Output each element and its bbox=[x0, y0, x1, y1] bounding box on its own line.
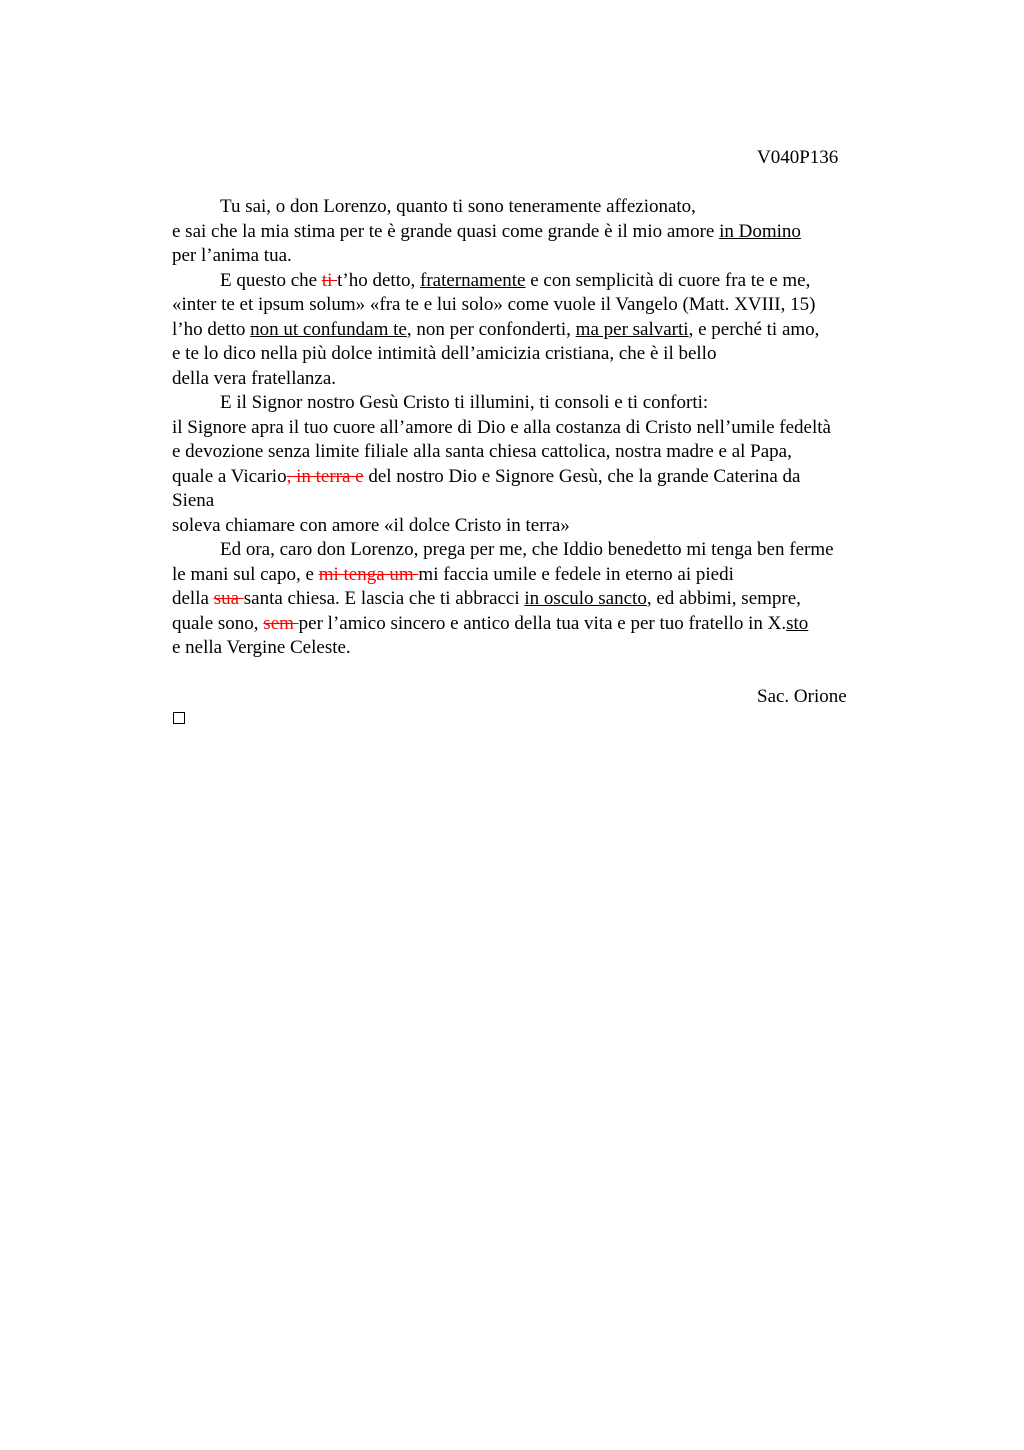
p3-line-5: Siena bbox=[172, 490, 215, 511]
text: e con semplicità di cuore fra te e me, bbox=[525, 270, 811, 291]
underlined-text: fraternamente bbox=[420, 270, 526, 291]
underlined-text: ma per salvarti bbox=[575, 319, 689, 340]
underlined-text: sto bbox=[786, 613, 809, 634]
deleted-text: sua bbox=[213, 588, 244, 609]
underlined-text: non ut confundam te bbox=[250, 319, 407, 340]
text: l’ho detto bbox=[172, 319, 251, 340]
text: mi faccia umile e fedele in eterno ai piedi bbox=[418, 564, 734, 585]
text: , e perché ti amo, bbox=[688, 319, 820, 340]
underlined-text: in Domino bbox=[719, 221, 801, 242]
text: del nostro Dio e Signore Gesù, che la grande Caterina da bbox=[363, 466, 801, 487]
p1-line-1: Tu sai, o don Lorenzo, quanto ti sono teneramente affezionato, bbox=[220, 196, 696, 217]
p3-line-4 bbox=[172, 465, 800, 490]
text: E questo che bbox=[220, 270, 322, 291]
text: per l’amico sincero e antico della tua vita e per tuo fratello in X. bbox=[298, 613, 787, 634]
p3-line-6: soleva chiamare con amore «il dolce Cristo in terra» bbox=[172, 515, 570, 536]
p2-line-2: «inter te et ipsum solum» «fra te e lui solo» come vuole il Vangelo (Matt. XVIII, 15) bbox=[172, 294, 816, 315]
deleted-text: mi tenga um bbox=[318, 564, 419, 585]
text: le mani sul capo, e bbox=[172, 564, 319, 585]
text: , ed abbimi, sempre, bbox=[646, 588, 801, 609]
signature: Sac. Orione bbox=[757, 686, 847, 707]
text: quale a Vicario bbox=[172, 466, 287, 487]
p1-line-2 bbox=[172, 220, 801, 245]
p2-line-5: della vera fratellanza. bbox=[172, 368, 337, 389]
checkbox-square-icon bbox=[173, 712, 185, 724]
text: , non per confonderti, bbox=[406, 319, 576, 340]
p4-line-1: Ed ora, caro don Lorenzo, prega per me, che Iddio benedetto mi tenga ben ferme bbox=[220, 539, 834, 560]
deleted-text: sem bbox=[263, 613, 299, 634]
p1-line-3: per l’anima tua. bbox=[172, 245, 292, 266]
p4-line-3 bbox=[172, 587, 801, 612]
p2-line-4: e te lo dico nella più dolce intimità dell’amicizia cristiana, che è il bello bbox=[172, 343, 717, 364]
p4-line-4 bbox=[172, 612, 808, 637]
text: santa chiesa. E lascia che ti abbracci bbox=[243, 588, 525, 609]
underlined-text: in osculo sancto bbox=[524, 588, 647, 609]
p3-line-1: E il Signor nostro Gesù Cristo ti illumini, ti consoli e ti conforti: bbox=[220, 392, 709, 413]
text: della bbox=[172, 588, 214, 609]
deleted-text: ti bbox=[321, 270, 338, 291]
p2-line-1 bbox=[220, 269, 810, 294]
deleted-text: , in terra e bbox=[286, 466, 364, 487]
p4-line-5: e nella Vergine Celeste. bbox=[172, 637, 351, 658]
p3-line-3: e devozione senza limite filiale alla santa chiesa cattolica, nostra madre e al Papa, bbox=[172, 441, 792, 462]
p2-line-3 bbox=[172, 318, 819, 343]
text: e sai che la mia stima per te è grande quasi come grande è il mio amore bbox=[172, 221, 720, 242]
document-code: V040P136 bbox=[757, 147, 839, 168]
p3-line-2: il Signore apra il tuo cuore all’amore di Dio e alla costanza di Cristo nell’umile fedeltà bbox=[172, 417, 831, 438]
p4-line-2 bbox=[172, 563, 734, 588]
text: quale sono, bbox=[172, 613, 264, 634]
text: t’ho detto, bbox=[337, 270, 420, 291]
